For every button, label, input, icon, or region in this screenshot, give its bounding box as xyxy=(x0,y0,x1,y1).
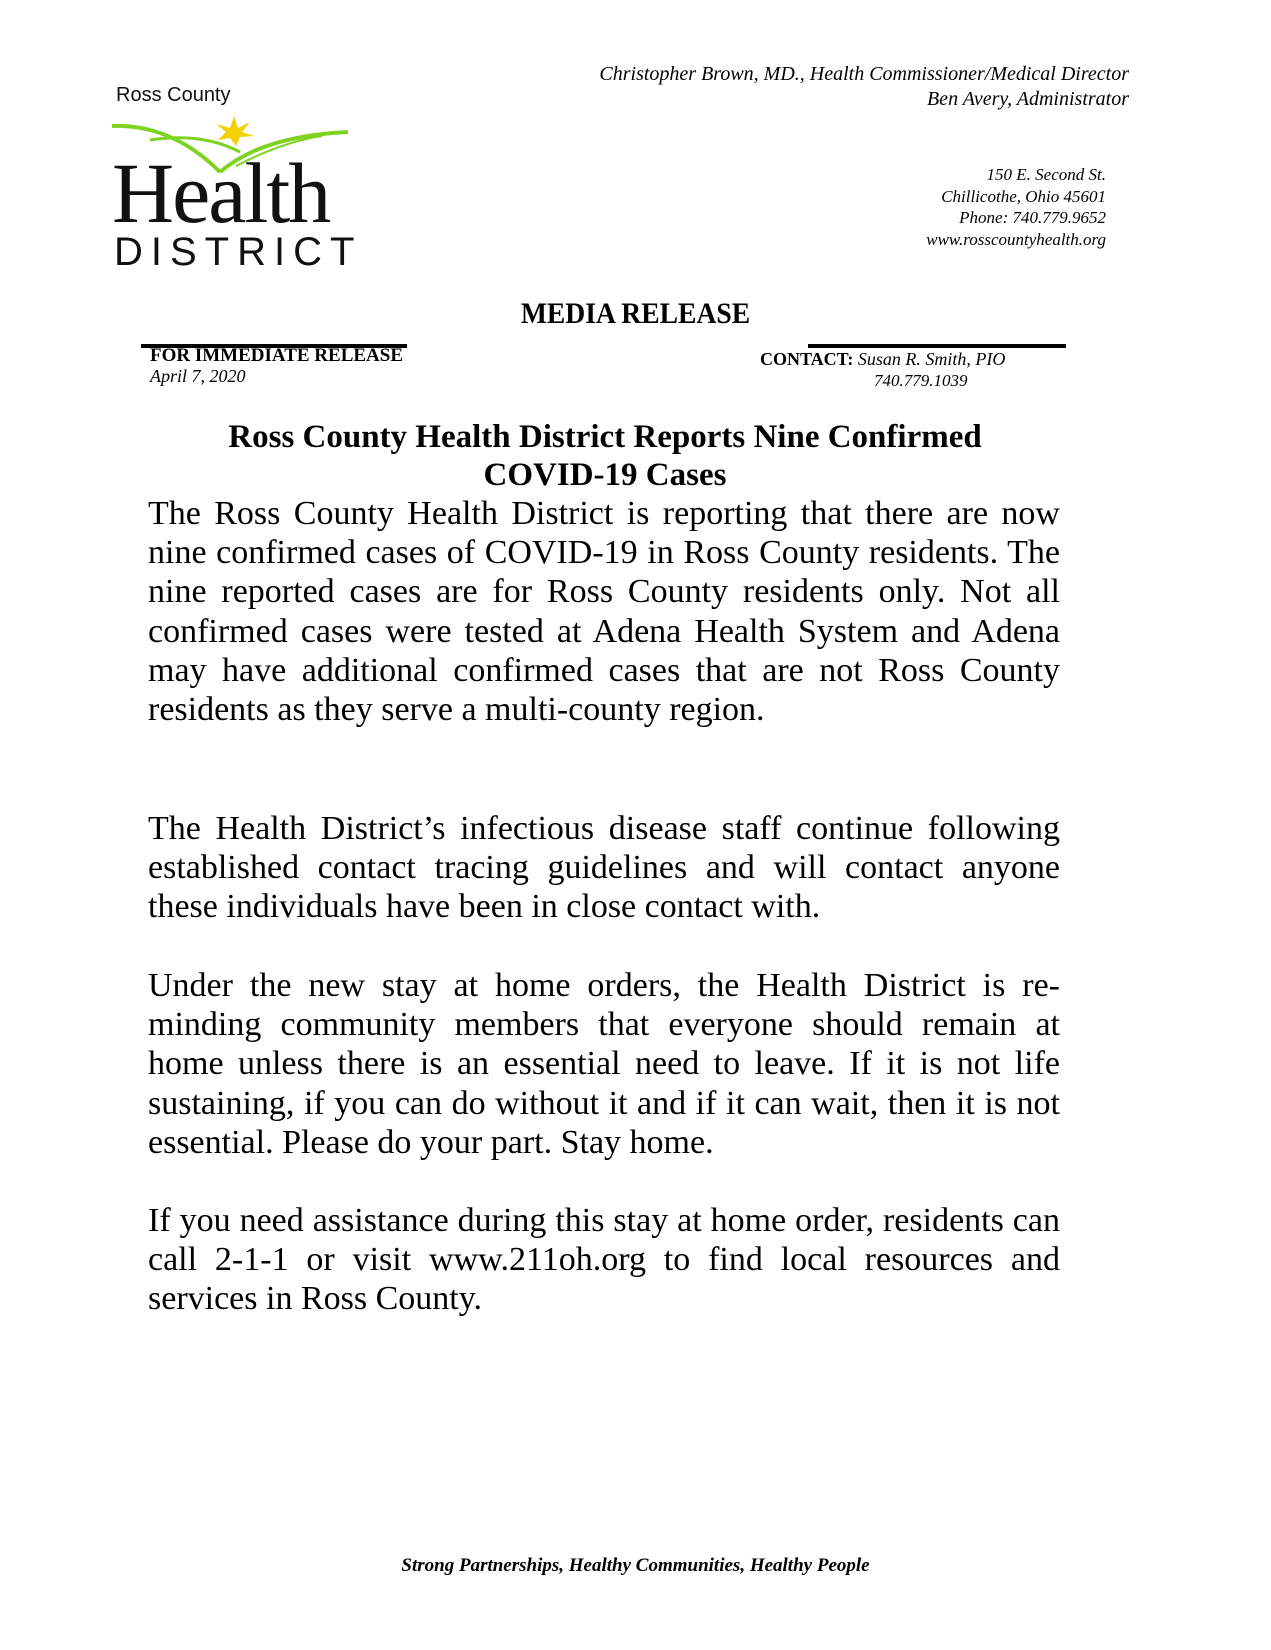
city-state-zip: Chillicothe, Ohio 45601 xyxy=(941,186,1106,206)
paragraph-3: Under the new stay at home orders, the Health District is reminding community members that everyone should remain at home unless there is an essential need to leave. If it is not life sustaining, if you can do without it and if it can wait, then it is not essential. Please do your part. Stay home. xyxy=(148,967,1060,1161)
contact-label: CONTACT: xyxy=(760,349,854,369)
paragraph-4: If you need assistance during this stay at home order, residents can call 2-1-1 or visit www.211oh.org to find local resources and services in Ross County. xyxy=(148,1202,1060,1318)
headline xyxy=(140,418,1070,494)
logo-county-text: Ross County xyxy=(116,84,231,106)
contact-phone: 740.779.1039 xyxy=(874,371,968,390)
paragraph-2: The Health District’s infectious disease staff continue following established contact tracing guidelines and will contact anyone these individuals have been in close contact with. xyxy=(148,810,1060,926)
divider-right xyxy=(808,344,1066,348)
address-block xyxy=(926,164,1106,250)
logo-district-text: DISTRICT xyxy=(114,230,363,274)
commissioner-line: Christopher Brown, MD., Health Commissioner/Medical Director xyxy=(599,63,1129,85)
footer-tagline: Strong Partnerships, Healthy Communities, Healthy People xyxy=(401,1555,870,1576)
contact-name: Susan R. Smith, PIO xyxy=(857,349,1006,369)
health-district-logo xyxy=(112,84,363,274)
media-release-title: MEDIA RELEASE xyxy=(520,297,751,330)
administrator-line: Ben Avery, Administrator xyxy=(926,88,1129,110)
immediate-release-label: FOR IMMEDIATE RELEASE xyxy=(150,345,404,366)
street-address: 150 E. Second St. xyxy=(986,165,1106,184)
phone-number: Phone: 740.779.9652 xyxy=(959,208,1106,227)
release-date: April 7, 2020 xyxy=(150,366,246,386)
logo-health-text: Health xyxy=(112,145,330,241)
headline-line-2: COVID-19 Cases xyxy=(483,457,727,493)
contact-line xyxy=(760,349,1005,370)
sun-icon xyxy=(216,116,254,146)
paragraph-1: The Ross County Health District is reporting that there are now nine confirmed cases of COVID-19 in Ross County residents. The nine reported cases are for Ross County residents only. Not all confirmed cases were tested at Adena Health System and Adena may have additional confirmed cases that are not Ross County residents as they serve a multi-county region. xyxy=(148,495,1060,729)
officials-block xyxy=(599,62,1129,112)
headline-line-1: Ross County Health District Reports Nine Confirmed xyxy=(228,419,982,455)
website-link[interactable]: www.rosscountyhealth.org xyxy=(926,229,1106,249)
